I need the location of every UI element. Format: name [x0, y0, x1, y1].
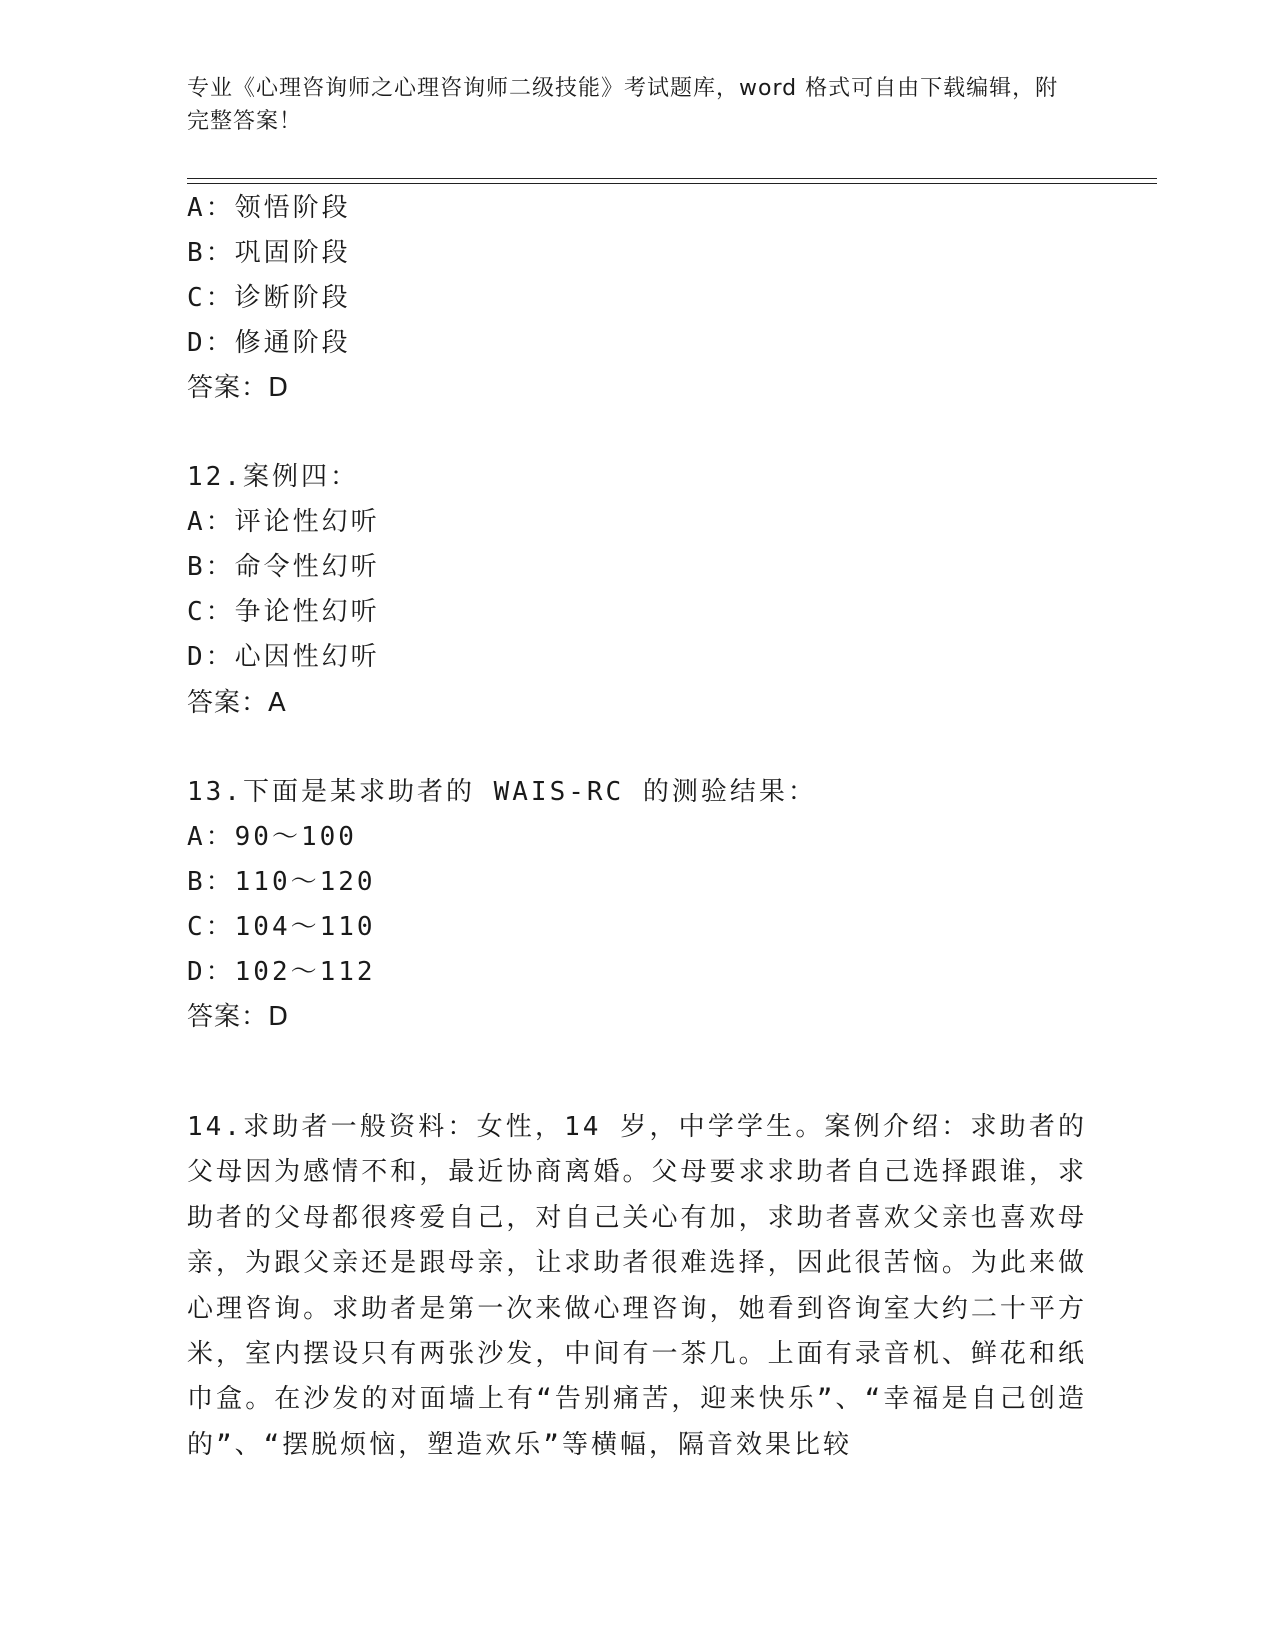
header-rule-top	[187, 178, 1157, 179]
q11-option-b: B：巩固阶段	[187, 238, 351, 268]
q12-stem: 12.案例四：	[187, 462, 359, 492]
q12-option-a: A：评论性幻听	[187, 507, 380, 537]
q11-option-a: A：领悟阶段	[187, 193, 351, 223]
q13-answer: 答案：D	[187, 1002, 290, 1032]
q11-answer: 答案：D	[187, 373, 290, 403]
q12-option-d: D：心因性幻听	[187, 642, 380, 672]
q13-option-b: B：110～120	[187, 867, 376, 897]
q11-option-c: C：诊断阶段	[187, 283, 351, 313]
q14-paragraph: 14.求助者一般资料：女性，14 岁，中学学生。案例介绍：求助者的父母因为感情不和，最近协商离婚。父母要求求助者自己选择跟谁，求助者的父母都很疼爱自己，对自己关心有加，求助者喜欢父亲也喜欢母亲，为跟父亲还是跟母亲，让求助者很难选择，因此很苦恼。为此来做心理咨询。求助者是第一次来做心理咨询，她看到咨询室大约二十平方米，室内摆设只有两张沙发，中间有一茶几。上面有录音机、鲜花和纸巾盒。在沙发的对面墙上有“告别痛苦，迎来快乐”、“幸福是自己创造的”、“摆脱烦恼，塑造欢乐”等横幅，隔音效果比较	[187, 1112, 1087, 1460]
q13-stem: 13.下面是某求助者的 WAIS-RC 的测验结果：	[187, 777, 817, 807]
q12-answer: 答案：A	[187, 688, 287, 718]
q13-option-d: D：102～112	[187, 957, 376, 987]
document-header: 专业《心理咨询师之心理咨询师二级技能》考试题库，word 格式可自由下载编辑，附完整答案！	[187, 76, 1059, 134]
q11-option-d: D：修通阶段	[187, 328, 351, 358]
q12-option-b: B：命令性幻听	[187, 552, 380, 582]
header-rule-bottom	[187, 183, 1157, 184]
q13-option-c: C：104～110	[187, 912, 376, 942]
q13-option-a: A：90～100	[187, 822, 357, 852]
q12-option-c: C：争论性幻听	[187, 597, 380, 627]
